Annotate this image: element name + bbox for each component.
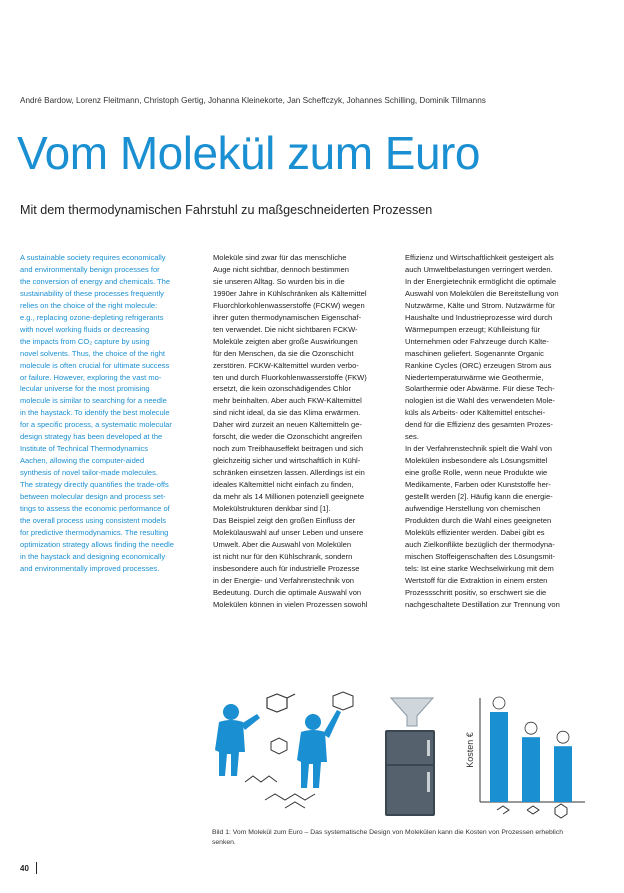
body-line: Daher wird zurzeit an neuen Kältemitteln ge- [213,420,362,430]
abstract-line: The strategy directly quantifies the trade-offs [20,480,169,490]
body-line: Moleküle sind zwar für das menschliche [213,253,347,262]
body-line: Umwelt. Aber die Auswahl von Molekülen [213,539,352,549]
body-line: Molekülen können in vielen Prozessen sowohl [213,599,368,609]
abstract-line: Aachen, allowing the computer-aided [20,456,145,466]
abstract-line: with novel working fluids or decreasing [20,324,150,334]
face-icon [557,731,569,743]
figure-svg [205,690,595,820]
body-line: mehr beinhalten. Aber auch FKW-Kältemittel [213,396,362,406]
body-line: ersetzt, die kein ozonschädigendes Chlor [213,384,352,394]
body-line: aufwendige Herstellung von chemischen [405,504,541,514]
body-line: Niedertemperaturwärme wie Geothermie, [405,372,544,382]
cost-bar [554,746,572,802]
body-line: eine große Rolle, wenn neue Produkte wie [405,468,548,478]
body-column-2 [213,252,391,611]
abstract-line: for a specific process, a systematic molecular [20,420,172,430]
body-line: ten verwendet. Die nicht sichtbaren FCKW- [213,324,358,334]
cost-axis-label: Kosten € [465,732,475,768]
body-line: 1990er Jahre in Kühlschränken als Kältemittel [213,288,367,298]
face-icon [525,722,537,734]
molecule-ring-icon [267,694,295,712]
body-line: Wertstoff für die Extraktion in einem ersten [405,575,548,585]
body-line: Auge nicht sichtbar, dennoch bestimmen [213,264,349,274]
body-line: ideales Kältemittel nicht einfach zu finden, [213,480,354,490]
article-title: Vom Molekül zum Euro [17,127,480,179]
figure-illustration [205,690,595,820]
body-line: Nutzwärme, Kälte und Strom. Nutzwärme für [405,300,555,310]
abstract-line: molecule is often crucial for ultimate success [20,360,170,370]
body-line: gleichzeitig sicher und wirtschaftlich in Kühl- [213,456,361,466]
face-icon [493,697,505,709]
abstract-line: and environmentally improved processes. [20,563,160,573]
cost-bar [490,712,508,802]
abstract-line: relies on the choice of the right molecule: [20,300,158,310]
abstract-line: sustainability of these processes frequently [20,288,164,298]
body-line: Medikamente, Farben oder Kunststoffe her- [405,480,551,490]
worker-right-icon [297,710,341,788]
page-number: 40 [20,864,29,873]
body-line: Produkten durch die Wahl eines geeigneten [405,515,552,525]
body-column-3 [405,252,583,611]
abstract-line: lecular universe for the most promising [20,384,150,394]
body-line: da mehr als 14 Millionen potenziell geeignete [213,492,365,502]
body-line: gestellt werden [2]. Häufig kann die energie- [405,492,553,502]
body-line: ist nicht nur für den Kühlschrank, sondern [213,551,353,561]
body-line: ten und durch Fluorkohlenwasserstoffe (FKW) [213,372,367,382]
body-line: Molekülstrukturen denkbar sind [1]. [213,504,331,514]
body-line: schränken einsetzen lassen. Allerdings ist ein [213,468,365,478]
cost-chart [465,697,585,802]
abstract-line: tings to assess the economic performance of [20,504,170,514]
body-line: In der Verfahrenstechnik spielt die Wahl von [405,444,552,454]
cost-bar [522,737,540,802]
body-line: nachgeschaltete Destillation zur Trennung von [405,599,560,609]
page-number-divider [36,862,37,874]
abstract-line: or failure. However, exploring the vast mo- [20,372,162,382]
body-line: Molekülauswahl auf unser Leben und unsere [213,527,364,537]
abstract-line: design strategy has been developed at the [20,432,163,442]
body-line: Fluorchlorkohlenwasserstoffe (FCKW) wegen [213,300,365,310]
abstract-line: the impacts from CO₂ capture by using [20,336,150,346]
caption-line: Bild 1: Vom Molekül zum Euro – Das systematische Design von Molekülen kann die Kosten von Prozessen erheblich [212,829,563,836]
body-line: Rankine Cycles (ORC) erzeugen Strom aus [405,360,552,370]
body-line: Unternehmen oder Fahrzeuge durch Kälte- [405,336,549,346]
abstract-line: the overall process using consistent models [20,515,166,525]
body-line: Wärmepumpen erzeugt; Kühlleistung für [405,324,541,334]
abstract-column [20,252,198,575]
body-line: ihrer guten thermodynamischen Eigenschaf- [213,312,362,322]
body-line: insbesondere auch für industrielle Prozesse [213,563,360,573]
body-line: forscht, die weder die Ozonschicht angreifen [213,432,362,442]
body-line: küls als Arbeits- oder Kältemittel entschei- [405,408,546,418]
abstract-line: A sustainable society requires economically [20,253,166,262]
body-line: Auswahl von Molekülen die Bereitstellung von [405,288,559,298]
body-line: sind nicht ideal, da sie das Klima erwärmen. [213,408,361,418]
caption-line: senken. [212,839,236,846]
abstract-line: in the haystack. To identify the best molecule [20,408,170,418]
body-line: Haushalte und Industrieprozesse wird durch [405,312,553,322]
abstract-line: molecule is similar to searching for a needle [20,396,167,406]
body-line: tels: Ist eine starke Wechselwirkung mit dem [405,563,554,573]
body-line: In der Energietechnik ermöglicht die optimale [405,276,557,286]
body-line: Solarthermie oder Abwärme. Für diese Tech- [405,384,555,394]
body-line: Prozessschritt positiv, so erschwert sie die [405,587,547,597]
body-line: zerstören. FCKW-Kältemittel wurden verbo- [213,360,359,370]
body-line: dend für die Effizienz des gesamten Prozes- [405,420,553,430]
funnel-icon [391,698,433,726]
body-line: maschinen geliefert. Sogenannte Organic [405,348,544,358]
body-line: Moleküls effizienter werden. Dabei gibt es [405,527,545,537]
abstract-line: the conversion of energy and chemicals. The [20,276,171,286]
body-line: Effizienz und Wirtschaftlichkeit gesteigert als [405,253,554,262]
body-line: Bedeutung. Durch die optimale Auswahl von [213,587,362,597]
body-line: sie unseren Alltag. So wurden bis in die [213,276,345,286]
body-line: Moleküle zeigten aber große Auswirkungen [213,336,358,346]
abstract-line: in the haystack and designing economically [20,551,166,561]
abstract-line: and environmentally benign processes for [20,264,160,274]
abstract-line: optimization strategy allows finding the needle [20,539,174,549]
body-line: Das Beispiel zeigt den großen Einfluss der [213,515,356,525]
worker-left-icon [215,704,260,776]
refrigerator-icon [385,730,435,816]
authors: André Bardow, Lorenz Fleitmann, Christoph Gertig, Johanna Kleinekorte, Jan Scheffczyk, Johannes Schilling, Dominik Tillmanns [20,96,486,105]
body-line: Molekülen insbesondere als Lösungsmittel [405,456,548,466]
body-line: mischen Stoffeigenschaften des Lösungsmit- [405,551,556,561]
abstract-line: Institute of Technical Thermodynamics [20,444,149,454]
abstract-line: for predictive thermodynamics. The resulting [20,527,169,537]
abstract-line: novel solvents. Thus, the choice of the right [20,348,166,358]
article-subtitle: Mit dem thermodynamischen Fahrstuhl zu maßgeschneiderten Prozessen [20,203,433,217]
body-line: ses. [405,432,419,442]
body-line: noch zum Treibhauseffekt beitragen und sich [213,444,364,454]
body-line: für den Menschen, da sie die Ozonschicht [213,348,354,358]
bottom-molecule-icons [497,804,567,818]
figure-caption [212,828,604,848]
abstract-line: between molecular design and process set- [20,492,166,502]
abstract-line: e.g., replacing ozone-depleting refrigerants [20,312,164,322]
body-line: in der Energie- und Verfahrenstechnik von [213,575,354,585]
abstract-line: synthesis of novel tailor-made molecules. [20,468,159,478]
body-line: auch Zielkonflikte bezüglich der thermodyna- [405,539,555,549]
body-line: auch Umweltbelastungen verringert werden. [405,264,553,274]
body-line: nologien ist die Wahl des verwendeten Mole- [405,396,555,406]
